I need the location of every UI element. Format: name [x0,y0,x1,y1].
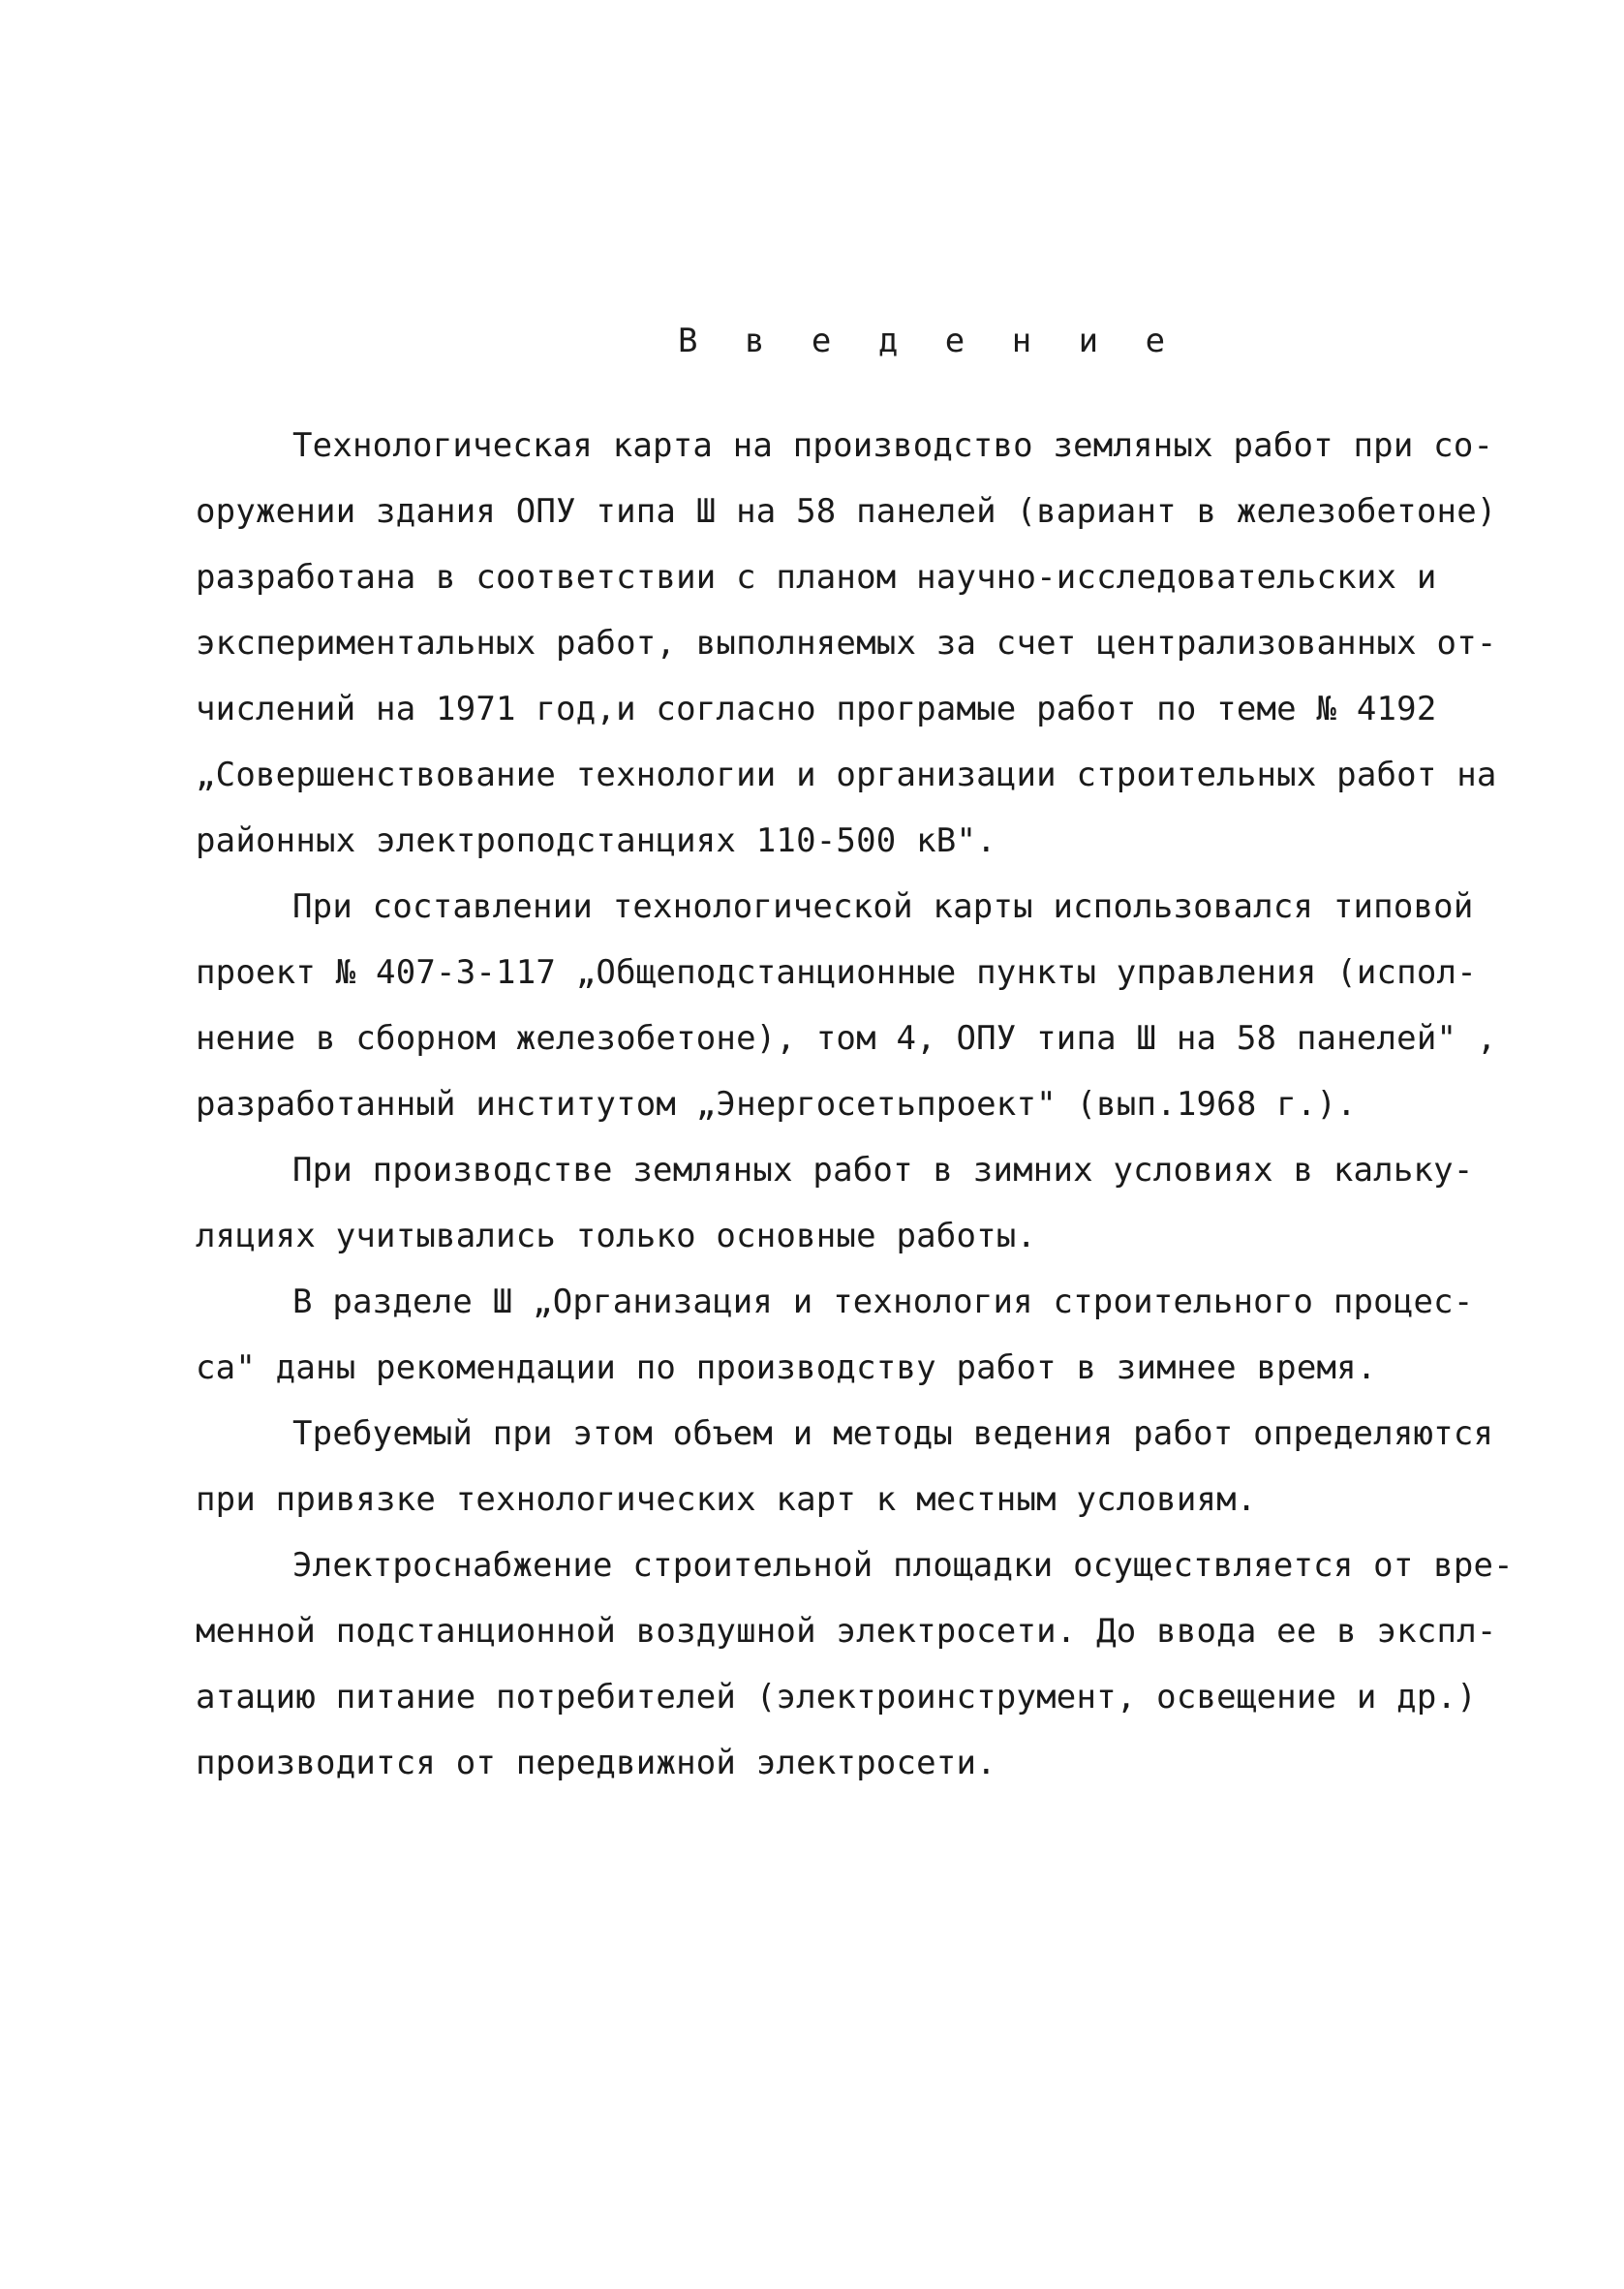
paragraph-1-line-1: Технологическая карта на производство земляных работ при со- [292,426,1494,465]
paragraph-2-line-3: нение в сборном железобетоне), том 4, ОПУ типа Ш на 58 панелей" , [196,1019,1497,1058]
document-title: В в е д е н и е [678,322,1180,360]
paragraph-2-line-2: проект № 407-3-117 „Общеподстанционные пункты управления (испол- [196,953,1477,992]
paragraph-6-line-3: атацию питание потребителей (электроинструмент, освещение и др.) [196,1678,1477,1717]
paragraph-2-line-1: При составлении технологической карты использовался типовой [292,887,1474,926]
paragraph-1-line-4: экспериментальных работ, выполняемых за счет централизованных от- [196,624,1497,663]
paragraph-4-line-1: В разделе Ш „Организация и технология строительного процес- [292,1283,1474,1321]
paragraph-6-line-1: Электроснабжение строительной площадки осуществляется от вре- [292,1546,1514,1585]
paragraph-6-line-2: менной подстанционной воздушной электросети. До ввода ее в экспл- [196,1612,1497,1651]
paragraph-1-line-3: разработана в соответствии с планом научно-исследовательских и [196,558,1437,597]
paragraph-5-line-1: Требуемый при этом объем и методы ведения работ определяются [292,1414,1494,1453]
paragraph-1-line-7: районных электроподстанциях 110-500 кВ". [196,821,996,860]
paragraph-1-line-2: оружении здания ОПУ типа Ш на 58 панелей (вариант в железобетоне) [196,492,1497,531]
paragraph-3-line-1: При производстве земляных работ в зимних условиях в кальку- [292,1151,1474,1190]
paragraph-1-line-6: „Совершенствование технологии и организации строительных работ на [196,756,1497,794]
paragraph-4-line-2: са" даны рекомендации по производству работ в зимнее время. [196,1348,1377,1387]
paragraph-1-line-5: числений на 1971 год,и согласно програмые работ по теме № 4192 [196,690,1437,728]
paragraph-5-line-2: при привязке технологических карт к местным условиям. [196,1480,1257,1519]
paragraph-6-line-4: производится от передвижной электросети. [196,1744,996,1782]
paragraph-2-line-4: разработанный институтом „Энергосетьпроект" (вып.1968 г.). [196,1085,1357,1124]
paragraph-3-line-2: ляциях учитывались только основные работы. [196,1217,1037,1255]
